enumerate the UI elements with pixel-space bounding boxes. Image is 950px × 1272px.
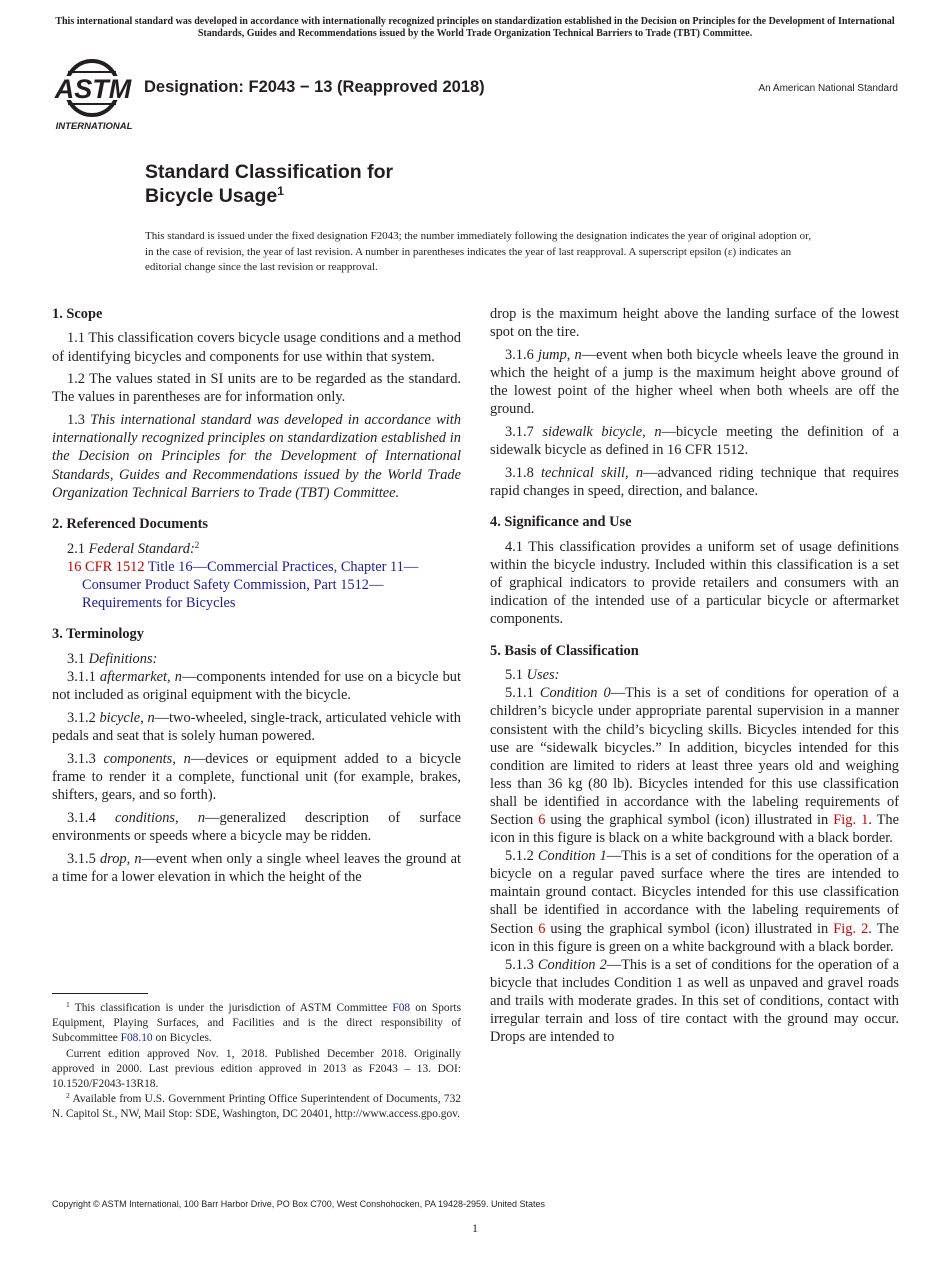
definition-3-1-8: [490, 464, 899, 500]
term: Condition 0: [539, 685, 611, 702]
definition-text-continued: drop is the maximum height above the landing surface of the lowest spot on the tire.: [490, 306, 899, 341]
term: Condition 1: [537, 848, 607, 865]
definition-3-1-5: [52, 850, 461, 886]
logo-subtext: INTERNATIONAL: [55, 121, 133, 132]
paragraph-text: . The icon in this figure is black on a white background with a black border.: [490, 811, 900, 847]
term: Condition 2: [537, 956, 607, 973]
reference-code-link[interactable]: 16 CFR 1512: [67, 558, 145, 575]
section-heading-terminology: 3. Terminology: [52, 626, 144, 643]
copyright-line: Copyright © ASTM International, 100 Barr Harbor Drive, PO Box C700, West Conshohocken, PA 19428-2959. United States: [52, 1199, 546, 1209]
section-heading-basis: 5. Basis of Classification: [490, 642, 639, 659]
paragraph-5-1-3: [490, 956, 899, 1046]
section-link[interactable]: 6: [538, 920, 546, 937]
paragraph-number: 5.1.2: [505, 848, 538, 865]
logo-text: ASTM: [54, 74, 132, 104]
paragraph-number: 5.1.1: [505, 685, 540, 702]
paragraph-number: 3.1.7: [505, 423, 543, 440]
figure-link[interactable]: Fig. 1: [833, 811, 869, 828]
term: technical skill, n: [541, 464, 644, 481]
definition-text: —event when only a single wheel leaves the ground at a time for a lower elevation in which the height of the: [52, 850, 461, 885]
footnote-marker: 2: [66, 1091, 70, 1101]
definition-3-1-1: [52, 668, 461, 704]
paragraph-1-3: [52, 411, 461, 501]
paragraph-number: 3.1.1: [67, 668, 100, 685]
definition-3-1-4: [52, 809, 461, 845]
paragraph-2-1: [52, 540, 461, 558]
title-line-1: Standard Classification for: [145, 161, 394, 183]
paragraph-5-1-1: [490, 684, 899, 847]
reference-title-link[interactable]: Title 16—Commercial Practices, Chapter 11—Consumer Product Safety Commission, Part 1512—Requirements for Bicycles: [82, 558, 419, 611]
term: components, n: [103, 750, 191, 767]
definition-3-1-6: [490, 346, 899, 418]
footnote-text: on Bicycles.: [152, 1032, 212, 1045]
title-line-2: [145, 184, 393, 208]
paragraph-text: —This is a set of conditions for operation of a children’s bicycle under appropriate parental supervision in a manner consistent with the child’s bicycling skills. Bicycles intended for this use are “sidewalk bicycles.” In addition, bicycles intended for this condition are limited to riders at least three years old and weighing less than 36 kg (80 lb). Bicycles intended for this use classification shall be identified in accordance with the labeling requirements of Section: [490, 685, 899, 828]
paragraph-number: 3.1: [67, 650, 89, 667]
paragraph-number: 3.1.3: [67, 750, 104, 767]
term: Uses:: [526, 667, 560, 684]
term: bicycle, n: [99, 709, 155, 726]
footnote-2: [52, 1092, 461, 1122]
footnote-text: Available from U.S. Government Printing Office Superintendent of Documents, 732 N. Capitol St., NW, Mail Stop: SDE, Washington, DC 20401, http://www.access.gpo.gov.: [52, 1093, 461, 1121]
footnote-divider: [52, 993, 148, 994]
section-heading-significance: 4. Significance and Use: [490, 514, 632, 531]
definition-3-1-2: [52, 709, 461, 745]
paragraph-text: . The icon in this figure is green on a white background with a black border.: [490, 920, 900, 955]
paragraph-number: 3.1.4: [67, 809, 116, 826]
definition-text: —bicycle meeting the definition of a sidewalk bicycle as defined in 16 CFR 1512.: [490, 423, 899, 459]
footnote-text: on Sports Equipment, Playing Surfaces, and Facilities and is the direct responsibility of Subcommittee: [52, 1002, 462, 1045]
paragraph-number: 5.1: [505, 667, 527, 684]
paragraph-number: 3.1.6: [505, 346, 538, 363]
section-heading-referenced-documents: 2. Referenced Documents: [52, 516, 208, 533]
term: sidewalk bicycle, n: [542, 423, 662, 440]
footnote-edition: Current edition approved Nov. 1, 2018. Published December 2018. Originally approved in 2000. Last previous edition approved in 2013 as F2043 – 13. DOI: 10.1520/F2043-13R18.: [52, 1047, 461, 1091]
term: drop, n: [99, 850, 142, 867]
definition-text: —event when both bicycle wheels leave the ground in which the height of a jump is the maximum height above ground of the lowest point of the higher wheel when both wheels are off the ground.: [490, 346, 899, 418]
definition-text: —components intended for use on a bicycle but not included as original equipment with the bicycle.: [52, 668, 461, 704]
term: aftermarket, n: [99, 668, 182, 685]
section-link[interactable]: 6: [538, 811, 546, 828]
national-standard-label: An American National Standard: [758, 83, 898, 94]
paragraph-number: 3.1.5: [67, 850, 100, 867]
designation: Designation: F2043 − 13 (Reapproved 2018): [144, 78, 485, 96]
right-column: [490, 305, 899, 1046]
paragraph-number: 1.3: [67, 412, 91, 429]
page-number: 1: [472, 1221, 478, 1235]
paragraph-text: —This is a set of conditions for the operation of a bicycle that includes Condition 1 as well as unpaved and gravel roads and trails with moderate grades. In this set of conditions, contact with irregular terrain and loss of tire contact with the ground may occur. Drops are intended to: [490, 956, 899, 1046]
paragraph-number: 5.1.3: [505, 956, 538, 973]
committee-link[interactable]: F08: [392, 1002, 411, 1014]
definition-text: —two-wheeled, single-track, articulated vehicle with pedals and seat that is solely human powered.: [52, 709, 461, 744]
reference-entry: [52, 558, 461, 612]
paragraph-5-1-2: [490, 847, 899, 956]
definition-text: —advanced riding technique that requires rapid changes in speed, direction, and balance.: [490, 464, 899, 499]
paragraph-5-1: [490, 666, 899, 684]
document-title: [145, 160, 393, 208]
footnote-ref: 2: [194, 539, 200, 550]
paragraph-1-2: 1.2 The values stated in SI units are to be regarded as the standard. The values in parentheses are for information only.: [52, 371, 461, 406]
definition-3-1: [52, 650, 461, 668]
footnotes: [52, 1001, 461, 1123]
paragraph-text: using the graphical symbol (icon) illustrated in: [545, 811, 834, 828]
paragraph-4-1: 4.1 This classification provides a uniform set of usage definitions within the bicycle industry. Included within this classification is a set of graphical indicators to provide retailers and consumers with an indication of the intended use of a particular bicycle or aftermarket components.: [490, 538, 899, 628]
footnote-text: This classification is under the jurisdiction of ASTM Committee: [69, 1002, 393, 1014]
paragraph-1-1: 1.1 This classification covers bicycle usage conditions and a method of identifying bicycles and components for use within that system.: [52, 330, 461, 365]
subcommittee-link[interactable]: F08.10: [120, 1032, 153, 1045]
term: jump, n: [537, 346, 582, 363]
paragraph-1-3-text: This international standard was developed in accordance with internationally recognized principles on standardization established in the Decision on Principles for the Development of International Standards, Guides and Recommendations issued by the World Trade Organization Technical Barriers to Trade (TBT) Committee.: [52, 412, 461, 501]
title-line-2-text: Bicycle Usage: [145, 185, 278, 207]
term: Definitions:: [88, 650, 158, 667]
paragraph-text: —This is a set of conditions for the operation of a bicycle on a regular paved surface where the tires are intended to maintain ground contact. Bicycles intended for this use classification shall be identified in accordance with the labeling requirements of Section: [490, 848, 899, 937]
title-footnote-ref: 1: [277, 184, 284, 198]
term: Federal Standard:: [88, 540, 195, 557]
astm-logo: [54, 58, 134, 132]
definition-text: —generalized description of surface environments or speeds where a bicycle may be ridden.: [52, 809, 461, 844]
term: conditions, n: [115, 809, 206, 826]
intro-paragraph: This standard is issued under the fixed designation F2043; the number immediately following the designation indicates the year of original adoption or, in the case of revision, the year of last revision. A number in parentheses indicates the year of last reapproval. A superscript epsilon (ε) indicates an editorial change since the last revision or reapproval.: [145, 230, 812, 273]
figure-link[interactable]: Fig. 2: [833, 920, 869, 937]
paragraph-number: 3.1.2: [67, 709, 100, 726]
paragraph-number: 2.1: [67, 540, 89, 557]
paragraph-text: using the graphical symbol (icon) illustrated in: [545, 920, 834, 937]
definition-3-1-5-continued: [490, 305, 899, 341]
top-notice: This international standard was developed in accordance with internationally recognized principles on standardization established in the Decision on Principles for the Development of International Standards, Guides and Recommendations issued by the World Trade Organization Technical Barriers to Trade (TBT) Committee.: [55, 16, 895, 39]
definition-3-1-3: [52, 750, 461, 804]
footnote-marker: 1: [66, 1000, 70, 1009]
paragraph-number: 3.1.8: [505, 464, 542, 481]
left-column: [52, 305, 461, 890]
footnote-1: [52, 1001, 461, 1047]
definition-text: —devices or equipment added to a bicycle frame to render it a complete, functional unit (for example, brakes, shifters, gears, and so forth).: [52, 750, 461, 803]
definition-3-1-7: [490, 423, 899, 459]
section-heading-scope: 1. Scope: [52, 306, 103, 322]
